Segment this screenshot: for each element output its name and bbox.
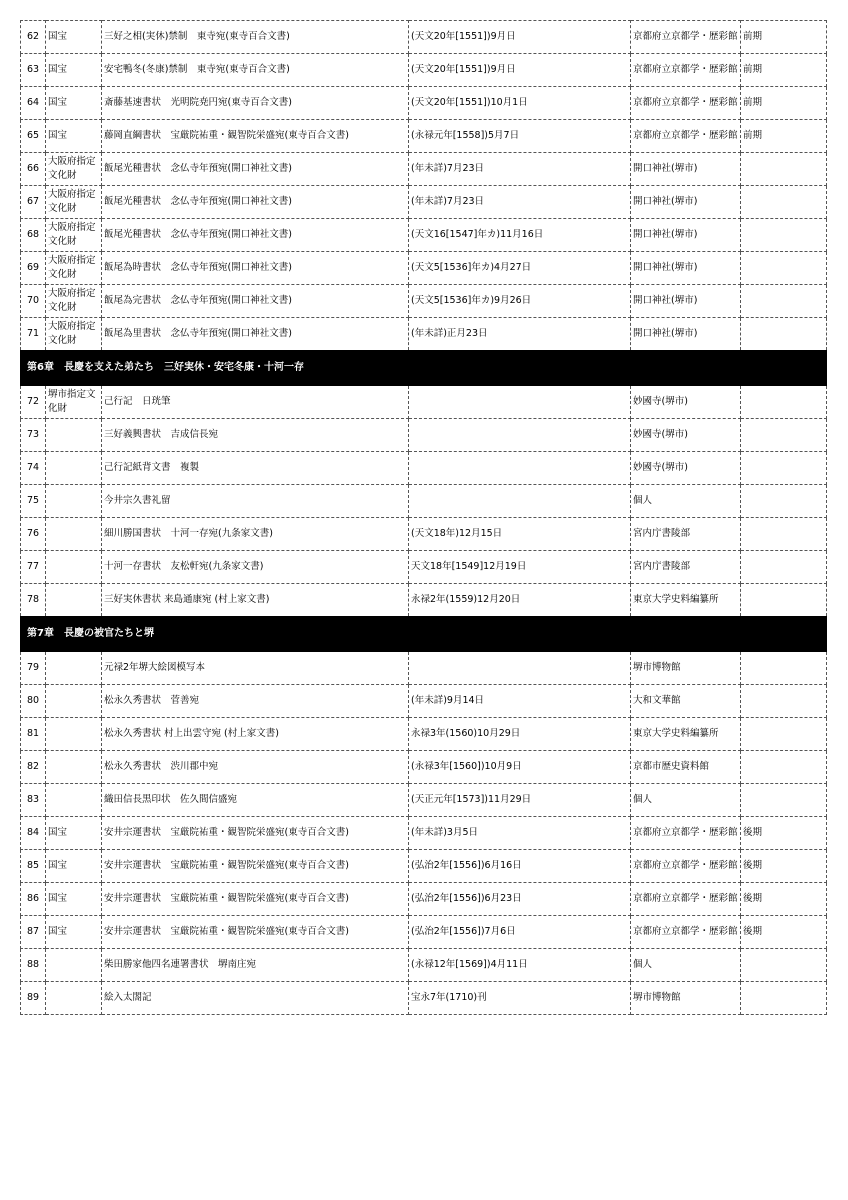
owner-cell: 個人	[631, 485, 741, 518]
owner-cell: 大和文華館	[631, 685, 741, 718]
date-cell	[409, 386, 631, 419]
date-cell	[409, 419, 631, 452]
item-number: 64	[21, 87, 46, 120]
date-cell: (天文20年[1551])10月1日	[409, 87, 631, 120]
table-row	[21, 386, 827, 419]
designation-cell	[46, 452, 102, 485]
owner-cell: 宮内庁書陵部	[631, 518, 741, 551]
date-cell: (天文5[1536]年カ)9月26日	[409, 285, 631, 318]
period-cell: 後期	[741, 850, 827, 883]
owner-cell: 妙國寺(堺市)	[631, 419, 741, 452]
date-cell: (年未詳)9月14日	[409, 685, 631, 718]
period-cell	[741, 584, 827, 617]
title-cell: 絵入太閤記	[102, 982, 409, 1015]
period-cell: 後期	[741, 916, 827, 949]
item-number: 69	[21, 252, 46, 285]
designation-cell: 国宝	[46, 916, 102, 949]
period-cell	[741, 419, 827, 452]
period-cell: 後期	[741, 817, 827, 850]
owner-cell: 開口神社(堺市)	[631, 285, 741, 318]
owner-cell: 開口神社(堺市)	[631, 252, 741, 285]
owner-cell: 東京大学史料編纂所	[631, 718, 741, 751]
title-cell: 三好義興書状 吉成信長宛	[102, 419, 409, 452]
period-cell	[741, 685, 827, 718]
item-number: 84	[21, 817, 46, 850]
designation-cell: 国宝	[46, 54, 102, 87]
designation-cell: 国宝	[46, 850, 102, 883]
designation-cell	[46, 584, 102, 617]
owner-cell: 個人	[631, 949, 741, 982]
date-cell: (年未詳)正月23日	[409, 318, 631, 351]
designation-cell	[46, 551, 102, 584]
date-cell	[409, 485, 631, 518]
item-number: 86	[21, 883, 46, 916]
date-cell	[409, 652, 631, 685]
date-cell: 永禄2年(1559)12月20日	[409, 584, 631, 617]
date-cell: (永禄3年[1560])10月9日	[409, 751, 631, 784]
item-number: 72	[21, 386, 46, 419]
item-number: 66	[21, 153, 46, 186]
owner-cell: 妙國寺(堺市)	[631, 452, 741, 485]
title-cell: 飯尾為時書状 念仏寺年預宛(開口神社文書)	[102, 252, 409, 285]
title-cell: 安井宗運書状 宝厳院祐重・観智院栄盛宛(東寺百合文書)	[102, 850, 409, 883]
date-cell: (年未詳)3月5日	[409, 817, 631, 850]
designation-cell	[46, 718, 102, 751]
owner-cell: 京都府立京都学・歴彩館	[631, 120, 741, 153]
title-cell: 安井宗運書状 宝厳院祐重・観智院栄盛宛(東寺百合文書)	[102, 883, 409, 916]
table-row	[21, 153, 827, 186]
table-row	[21, 54, 827, 87]
table-row	[21, 751, 827, 784]
title-cell: 柴田勝家他四名連署書状 堺南庄宛	[102, 949, 409, 982]
designation-cell: 国宝	[46, 120, 102, 153]
owner-cell: 京都府立京都学・歴彩館	[631, 817, 741, 850]
item-number: 88	[21, 949, 46, 982]
owner-cell: 宮内庁書陵部	[631, 551, 741, 584]
table-row	[21, 21, 827, 54]
item-number: 85	[21, 850, 46, 883]
table-row	[21, 817, 827, 850]
date-cell: (天正元年[1573])11月29日	[409, 784, 631, 817]
owner-cell: 京都府立京都学・歴彩館	[631, 21, 741, 54]
title-cell: 安井宗運書状 宝厳院祐重・観智院栄盛宛(東寺百合文書)	[102, 817, 409, 850]
designation-cell: 大阪府指定文化財	[46, 153, 102, 186]
period-cell	[741, 485, 827, 518]
designation-cell: 国宝	[46, 817, 102, 850]
period-cell	[741, 219, 827, 252]
designation-cell: 大阪府指定文化財	[46, 285, 102, 318]
designation-cell	[46, 751, 102, 784]
title-cell: 己行記紙背文書 複製	[102, 452, 409, 485]
item-number: 71	[21, 318, 46, 351]
table-row	[21, 652, 827, 685]
owner-cell: 堺市博物館	[631, 652, 741, 685]
item-number: 63	[21, 54, 46, 87]
table-row	[21, 883, 827, 916]
title-cell: 飯尾光種書状 念仏寺年預宛(開口神社文書)	[102, 153, 409, 186]
date-cell: (年未詳)7月23日	[409, 153, 631, 186]
chapter-title: 第6章 長慶を支えた弟たち 三好実休・安宅冬康・十河一存	[21, 351, 827, 386]
title-cell: 飯尾為完書状 念仏寺年預宛(開口神社文書)	[102, 285, 409, 318]
period-cell	[741, 252, 827, 285]
date-cell: (天文5[1536]年カ)4月27日	[409, 252, 631, 285]
designation-cell: 大阪府指定文化財	[46, 252, 102, 285]
title-cell: 藤岡直綱書状 宝厳院祐重・観智院栄盛宛(東寺百合文書)	[102, 120, 409, 153]
item-number: 70	[21, 285, 46, 318]
owner-cell: 京都市歴史資料館	[631, 751, 741, 784]
table-row	[21, 485, 827, 518]
date-cell: (弘治2年[1556])6月16日	[409, 850, 631, 883]
date-cell: (天文20年[1551])9月日	[409, 21, 631, 54]
title-cell: 織田信長黒印状 佐久間信盛宛	[102, 784, 409, 817]
item-number: 74	[21, 452, 46, 485]
table-row	[21, 982, 827, 1015]
title-cell: 安井宗運書状 宝厳院祐重・観智院栄盛宛(東寺百合文書)	[102, 916, 409, 949]
owner-cell: 妙國寺(堺市)	[631, 386, 741, 419]
owner-cell: 個人	[631, 784, 741, 817]
date-cell: (天文18年)12月15日	[409, 518, 631, 551]
table-row	[21, 285, 827, 318]
item-number: 87	[21, 916, 46, 949]
period-cell	[741, 652, 827, 685]
period-cell	[741, 153, 827, 186]
period-cell: 後期	[741, 883, 827, 916]
item-number: 75	[21, 485, 46, 518]
date-cell: (弘治2年[1556])7月6日	[409, 916, 631, 949]
item-number: 68	[21, 219, 46, 252]
table-row	[21, 120, 827, 153]
title-cell: 細川勝国書状 十河一存宛(九条家文書)	[102, 518, 409, 551]
period-cell: 前期	[741, 21, 827, 54]
period-cell	[741, 982, 827, 1015]
designation-cell: 堺市指定文化財	[46, 386, 102, 419]
owner-cell: 堺市博物館	[631, 982, 741, 1015]
title-cell: 三好実休書状 来島通康宛 (村上家文書)	[102, 584, 409, 617]
date-cell: (天文16[1547]年カ)11月16日	[409, 219, 631, 252]
owner-cell: 京都府立京都学・歴彩館	[631, 850, 741, 883]
table-row	[21, 685, 827, 718]
period-cell	[741, 452, 827, 485]
date-cell: 宝永7年(1710)刊	[409, 982, 631, 1015]
item-number: 89	[21, 982, 46, 1015]
owner-cell: 東京大学史料編纂所	[631, 584, 741, 617]
period-cell	[741, 718, 827, 751]
period-cell	[741, 784, 827, 817]
exhibit-list-sheet	[20, 20, 826, 1015]
item-number: 73	[21, 419, 46, 452]
table-row	[21, 87, 827, 120]
designation-cell	[46, 784, 102, 817]
item-number: 79	[21, 652, 46, 685]
item-number: 78	[21, 584, 46, 617]
period-cell	[741, 949, 827, 982]
date-cell: (天文20年[1551])9月日	[409, 54, 631, 87]
item-number: 83	[21, 784, 46, 817]
owner-cell: 開口神社(堺市)	[631, 153, 741, 186]
owner-cell: 京都府立京都学・歴彩館	[631, 916, 741, 949]
period-cell	[741, 285, 827, 318]
chapter-header-row	[21, 617, 827, 652]
designation-cell: 国宝	[46, 87, 102, 120]
date-cell	[409, 452, 631, 485]
period-cell	[741, 318, 827, 351]
title-cell: 元禄2年堺大絵図模写本	[102, 652, 409, 685]
designation-cell	[46, 652, 102, 685]
table-row	[21, 584, 827, 617]
table-row	[21, 949, 827, 982]
designation-cell: 大阪府指定文化財	[46, 186, 102, 219]
title-cell: 今井宗久書礼留	[102, 485, 409, 518]
item-number: 80	[21, 685, 46, 718]
title-cell: 飯尾為里書状 念仏寺年預宛(開口神社文書)	[102, 318, 409, 351]
title-cell: 安宅鴨冬(冬康)禁制 東寺宛(東寺百合文書)	[102, 54, 409, 87]
item-number: 67	[21, 186, 46, 219]
exhibit-table	[20, 20, 827, 1015]
period-cell	[741, 551, 827, 584]
period-cell	[741, 386, 827, 419]
designation-cell	[46, 949, 102, 982]
owner-cell: 開口神社(堺市)	[631, 318, 741, 351]
table-row	[21, 318, 827, 351]
table-row	[21, 518, 827, 551]
item-number: 81	[21, 718, 46, 751]
date-cell: (弘治2年[1556])6月23日	[409, 883, 631, 916]
table-row	[21, 916, 827, 949]
item-number: 62	[21, 21, 46, 54]
item-number: 77	[21, 551, 46, 584]
chapter-header-row	[21, 351, 827, 386]
period-cell	[741, 186, 827, 219]
table-row	[21, 784, 827, 817]
period-cell	[741, 751, 827, 784]
date-cell: (永禄12年[1569])4月11日	[409, 949, 631, 982]
period-cell: 前期	[741, 120, 827, 153]
title-cell: 三好之相(実休)禁制 東寺宛(東寺百合文書)	[102, 21, 409, 54]
table-row	[21, 219, 827, 252]
title-cell: 松永久秀書状 菅善宛	[102, 685, 409, 718]
period-cell: 前期	[741, 87, 827, 120]
item-number: 65	[21, 120, 46, 153]
table-row	[21, 252, 827, 285]
designation-cell	[46, 518, 102, 551]
date-cell: (年未詳)7月23日	[409, 186, 631, 219]
owner-cell: 京都府立京都学・歴彩館	[631, 87, 741, 120]
title-cell: 十河一存書状 友松軒宛(九条家文書)	[102, 551, 409, 584]
table-row	[21, 850, 827, 883]
period-cell	[741, 518, 827, 551]
title-cell: 飯尾光種書状 念仏寺年預宛(開口神社文書)	[102, 219, 409, 252]
owner-cell: 開口神社(堺市)	[631, 186, 741, 219]
title-cell: 松永久秀書状 村上出雲守宛 (村上家文書)	[102, 718, 409, 751]
item-number: 76	[21, 518, 46, 551]
date-cell: 永禄3年(1560)10月29日	[409, 718, 631, 751]
owner-cell: 開口神社(堺市)	[631, 219, 741, 252]
title-cell: 己行記 日珖筆	[102, 386, 409, 419]
table-row	[21, 551, 827, 584]
date-cell: (永禄元年[1558])5月7日	[409, 120, 631, 153]
table-row	[21, 452, 827, 485]
table-row	[21, 718, 827, 751]
title-cell: 松永久秀書状 渋川郡中宛	[102, 751, 409, 784]
table-row	[21, 186, 827, 219]
title-cell: 斎藤基速書状 光明院尭円宛(東寺百合文書)	[102, 87, 409, 120]
chapter-title: 第7章 長慶の被官たちと堺	[21, 617, 827, 652]
designation-cell: 大阪府指定文化財	[46, 318, 102, 351]
title-cell: 飯尾光種書状 念仏寺年預宛(開口神社文書)	[102, 186, 409, 219]
designation-cell	[46, 685, 102, 718]
designation-cell	[46, 419, 102, 452]
owner-cell: 京都府立京都学・歴彩館	[631, 883, 741, 916]
date-cell: 天文18年[1549]12月19日	[409, 551, 631, 584]
designation-cell: 国宝	[46, 883, 102, 916]
designation-cell	[46, 982, 102, 1015]
table-row	[21, 419, 827, 452]
item-number: 82	[21, 751, 46, 784]
exhibit-table-body	[21, 21, 827, 1015]
designation-cell: 大阪府指定文化財	[46, 219, 102, 252]
owner-cell: 京都府立京都学・歴彩館	[631, 54, 741, 87]
designation-cell: 国宝	[46, 21, 102, 54]
period-cell: 前期	[741, 54, 827, 87]
designation-cell	[46, 485, 102, 518]
